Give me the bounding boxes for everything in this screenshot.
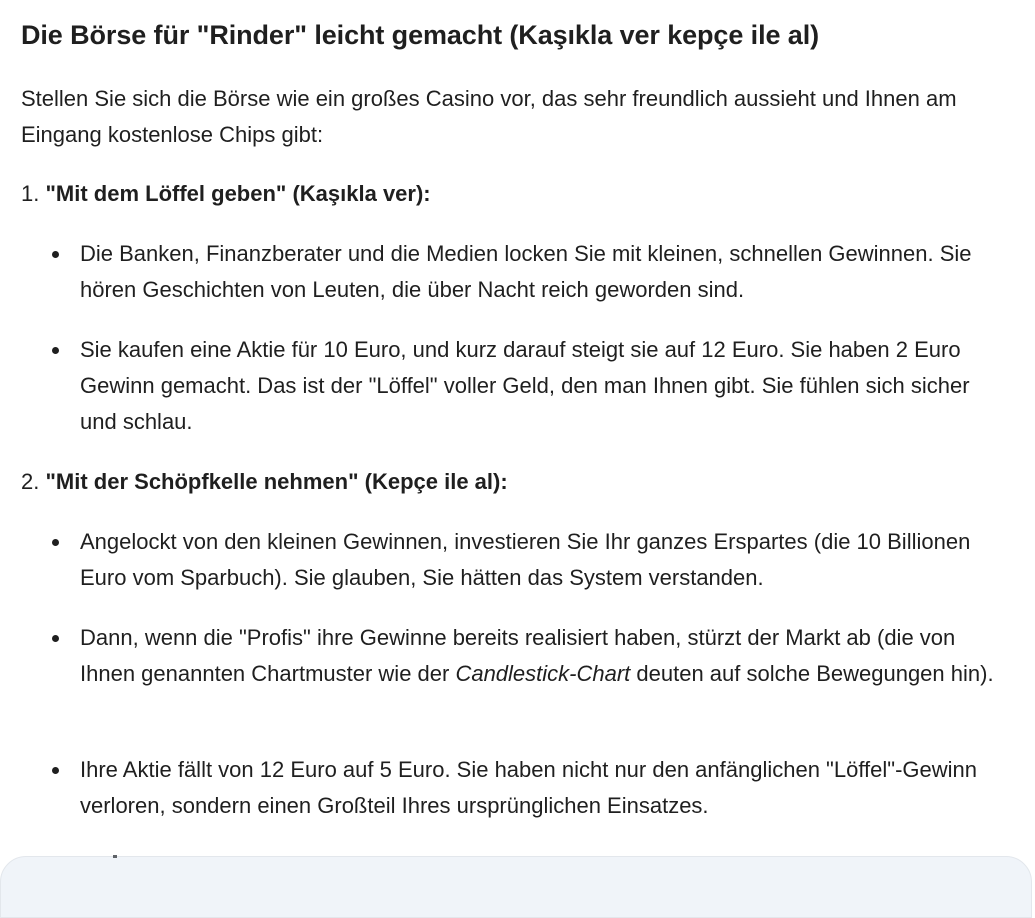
bullet-icon (52, 251, 59, 258)
bullet-icon (52, 539, 59, 546)
bullet-text: Sie kaufen eine Aktie für 10 Euro, und kurz darauf steigt sie auf 12 Euro. Sie haben 2 Euro Gewinn gemacht. Das ist der "Löffel" voller Geld, den man Ihnen gibt. Sie fühlen sich sicher und schlau. (80, 337, 970, 434)
list-number: 1. (21, 181, 40, 206)
bullet-item (80, 236, 1010, 308)
bullet-text: Angelockt von den kleinen Gewinnen, investieren Sie Ihr ganzes Erspartes (die 10 Billionen Euro vom Sparbuch). Sie glauben, Sie hätten das System verstanden. (80, 529, 971, 590)
list-heading-text: "Mit der Schöpfkelle nehmen" (Kepçe ile al): (45, 469, 508, 494)
bullet-icon (52, 767, 59, 774)
bullet-item (80, 752, 1010, 824)
bullet-text-emphasis: Candlestick-Chart (455, 661, 631, 686)
bullet-text: Ihre Aktie fällt von 12 Euro auf 5 Euro. Sie haben nicht nur den anfänglichen "Löffel"-Gewinn verloren, sondern einen Großteil Ihres ursprünglichen Einsatzes. (80, 757, 978, 818)
list-item-heading-2 (21, 464, 508, 500)
bullet-item (80, 332, 1010, 440)
bullet-icon (52, 635, 59, 642)
list-number: 2. (21, 469, 40, 494)
list-heading-text: "Mit dem Löffel geben" (Kaşıkla ver): (45, 181, 431, 206)
bullet-item (80, 524, 1010, 596)
bullet-text: Die Banken, Finanzberater und die Medien locken Sie mit kleinen, schnellen Gewinnen. Sie hören Geschichten von Leuten, die über Nacht reich geworden sind. (80, 241, 972, 302)
section-title: Die Börse für "Rinder" leicht gemacht (Kaşıkla ver kepçe ile al) (21, 20, 819, 50)
intro-paragraph: Stellen Sie sich die Börse wie ein großes Casino vor, das sehr freundlich aussieht und Ihnen am Eingang kostenlose Chips gibt: (21, 86, 957, 147)
bullet-text (80, 625, 994, 686)
bullet-icon (52, 347, 59, 354)
bullet-item (80, 620, 1010, 692)
prompt-input-bar[interactable] (0, 856, 1032, 918)
bullet-text-part: deuten auf solche Bewegungen hin). (630, 661, 994, 686)
cursor-peek (113, 855, 117, 858)
list-item-heading-1 (21, 176, 431, 212)
bullet-text-part: Dann, wenn die "Profis" ihre Gewinne bereits realisiert haben, stürzt der Markt ab (die von Ihnen genannten Chartmuster wie der (80, 625, 956, 686)
